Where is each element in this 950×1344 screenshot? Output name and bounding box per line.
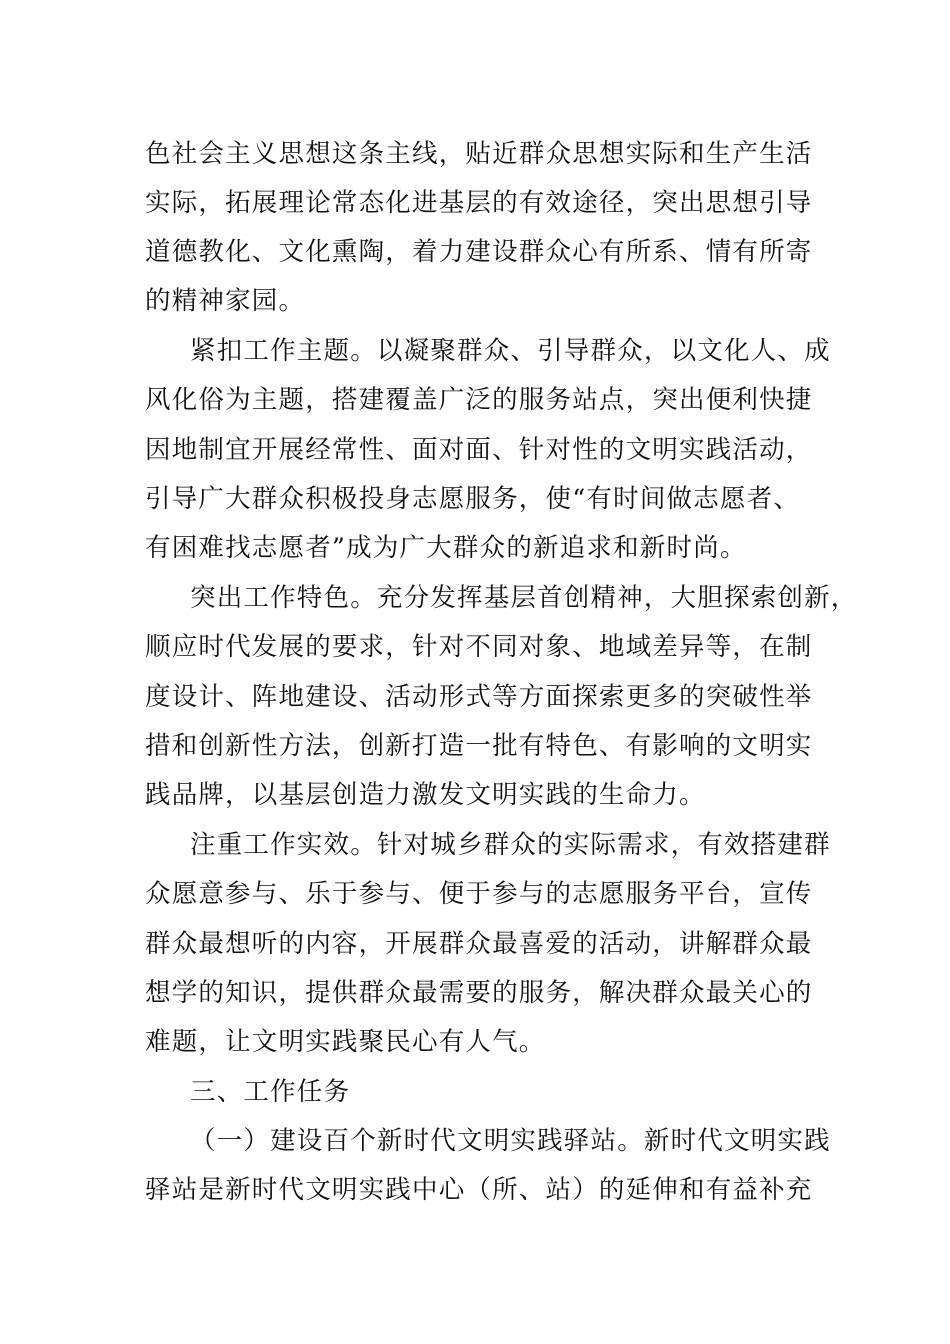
text-line: 因地制宜开展经常性、面对面、针对性的文明实践活动，: [145, 435, 813, 465]
section-heading: 三、工作任务: [190, 1077, 351, 1107]
text-line: 想学的知识，提供群众最需要的服务，解决群众最关心的: [145, 978, 813, 1008]
paragraph-first-line: 紧扣工作主题。以凝聚群众、引导群众，以文化人、成: [190, 336, 831, 366]
text-line: 度设计、阵地建设、活动形式等方面探索更多的突破性举: [145, 682, 813, 712]
text-line: 措和创新性方法，创新打造一批有特色、有影响的文明实: [145, 731, 813, 761]
text-line: 引导广大群众积极投身志愿服务，使“有时间做志愿者、: [145, 484, 801, 514]
paragraph-first-line: 注重工作实效。针对城乡群众的实际需求，有效搭建群: [190, 830, 831, 860]
text-line: 驿站是新时代文明实践中心（所、站）的延伸和有益补充: [145, 1175, 813, 1205]
text-line: 难题，让文明实践聚民心有人气。: [145, 1027, 546, 1057]
text-line: 色社会主义思想这条主线，贴近群众思想实际和生产生活: [145, 139, 813, 169]
text-line: 群众最想听的内容，开展群众最喜爱的活动，讲解群众最: [145, 929, 813, 959]
text-line: 的精神家园。: [145, 286, 306, 316]
text-line: 践品牌，以基层创造力激发文明实践的生命力。: [145, 780, 706, 810]
paragraph-first-line: 突出工作特色。充分发挥基层首创精神，大胆探索创新，: [190, 583, 858, 613]
text-line: 风化俗为主题，搭建覆盖广泛的服务站点，突出便利快捷: [145, 385, 813, 415]
text-line: 众愿意参与、乐于参与、便于参与的志愿服务平台，宣传: [145, 879, 813, 909]
paragraph-first-line: （一）建设百个新时代文明实践驿站。新时代文明实践: [190, 1126, 831, 1156]
text-line: 有困难找志愿者”成为广大群众的新追求和新时尚。: [145, 533, 747, 563]
text-line: 实际，拓展理论常态化进基层的有效途径，突出思想引导: [145, 188, 813, 218]
text-line: 顺应时代发展的要求，针对不同对象、地域差异等，在制: [145, 632, 813, 662]
text-line: 道德教化、文化熏陶，着力建设群众心有所系、情有所寄: [145, 237, 813, 267]
